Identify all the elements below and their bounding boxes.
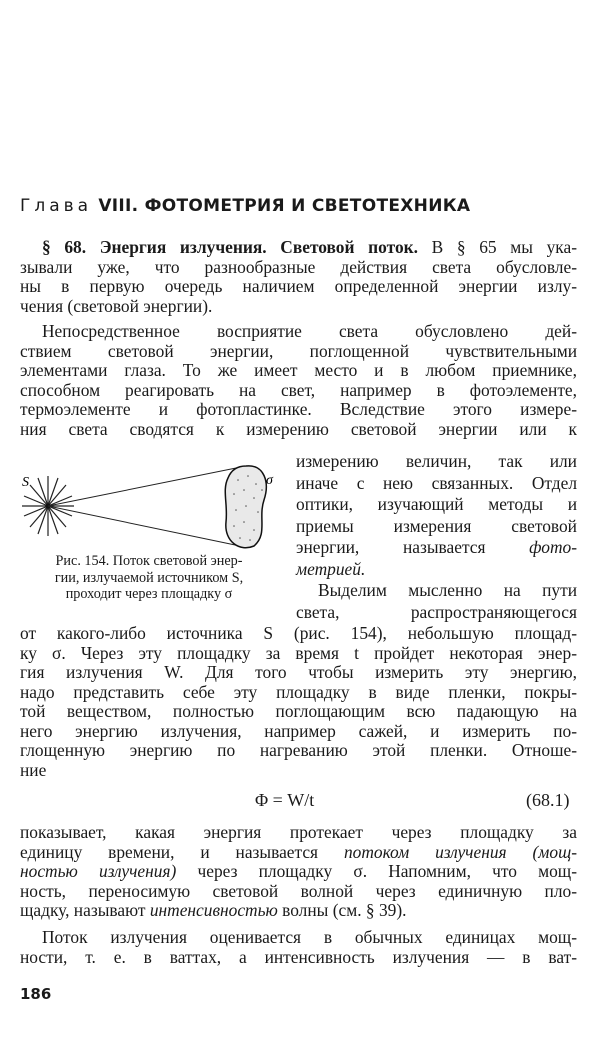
text-line: света, распространяющегося xyxy=(296,601,577,622)
formula-expression: Φ = W/t xyxy=(255,790,315,810)
text-line: Непосредственное восприятие света обусловлено дей- xyxy=(42,321,577,341)
text-line: от какого-либо источника S (рис. 154), небольшую площад- xyxy=(20,623,577,643)
text-line: оптики, изучающий методы и xyxy=(296,494,577,514)
paragraph-4 xyxy=(20,823,577,921)
text-line: Выделим мысленно на пути xyxy=(318,580,577,600)
right-column-p3 xyxy=(296,580,577,623)
text-line: ность, переносимую световой волной через единичную пло- xyxy=(20,880,577,901)
text-line: ны в первую очередь наличием определенной энергии излу- xyxy=(20,276,577,296)
source-label: S xyxy=(22,475,29,490)
text-line: ния света сводятся к измерению световой энергии или к xyxy=(20,418,577,439)
text-line: иначе с нею связанных. Отдел xyxy=(296,472,577,493)
text-line: чения (световой энергии). xyxy=(20,295,213,316)
text-line: приемы измерения световой xyxy=(296,515,577,536)
figure-154 xyxy=(18,460,280,550)
text-line: измерению величин, так или xyxy=(296,451,577,471)
cone-edge-bottom xyxy=(48,506,240,546)
caption-line: Рис. 154. Поток световой энер- xyxy=(55,553,243,569)
text-line: гия излучения W. Для того чтобы измерить эту энергию, xyxy=(20,662,577,682)
term-photometry: фото- xyxy=(529,537,577,557)
paragraph-1 xyxy=(20,238,577,316)
area-label: σ xyxy=(266,473,273,488)
text-line: ствием световой энергии, поглощенной чувствительными xyxy=(20,340,577,361)
term-radiation-flux: потоком излучения (мощ- xyxy=(343,841,577,862)
text-line: через площадку σ. Напомним, что мощ- xyxy=(176,861,577,881)
text-line: зывали уже, что разнообразные действия света обусловле- xyxy=(20,256,577,277)
chapter-label: Глава xyxy=(20,196,93,216)
text-line: В § 65 мы ука- xyxy=(418,237,577,257)
caption-line: гии, излучаемой источником S, xyxy=(54,569,244,586)
text-line: надо представить себе эту площадку в виде пленки, покры- xyxy=(20,681,577,702)
paragraph-5 xyxy=(20,928,577,967)
paragraph-2 xyxy=(20,322,577,439)
text-line: термоэлементе и фотопластинке. Вследствие этого измере- xyxy=(20,399,577,419)
text-line: энергии, называется xyxy=(296,537,486,557)
section-heading: § 68. Энергия излучения. Световой поток. xyxy=(42,237,419,257)
formula-number: (68.1) xyxy=(526,790,570,810)
text-line: него энергию излучения, например сажей, и измерить по- xyxy=(20,720,577,741)
text-line: той веществом, полностью поглощающим всю падающую на xyxy=(20,701,577,721)
chapter-name: ФОТОМЕТРИЯ И СВЕТОТЕХНИКА xyxy=(144,196,471,216)
text-line: ние xyxy=(20,759,47,780)
text-line: волны (см. § 39). xyxy=(277,900,407,920)
text-line: единицу времени, и называется xyxy=(20,841,319,862)
caption-line: проходит через площадку σ xyxy=(65,586,233,602)
text-line: щадку, называют xyxy=(20,900,146,920)
text-line: Поток излучения оценивается в обычных единицах мощ- xyxy=(42,927,577,947)
chapter-number: VIII. xyxy=(98,196,139,216)
text-line: ку σ. Через эту площадку за время t пройдет некоторая энер- xyxy=(20,642,577,663)
text-line: показывает, какая энергия протекает через площадку за xyxy=(20,822,577,842)
paragraph-3 xyxy=(20,624,577,780)
text-line: способном реагировать на свет, например в фотоэлементе, xyxy=(20,379,577,400)
chapter-title xyxy=(20,196,470,216)
text-line: глощенную энергию по нагреванию этой пленки. Отноше- xyxy=(20,740,577,760)
text-line: ности, т. е. в ваттах, а интенсивность излучения — в ват- xyxy=(20,946,577,967)
text-line: элементами глаза. То же имеет место и в любом приемнике, xyxy=(20,360,577,380)
page-number: 186 xyxy=(20,985,52,1003)
cone-edge-top xyxy=(48,466,246,506)
term-photometry-end: метрией. xyxy=(296,558,366,579)
right-column-text xyxy=(296,451,577,580)
term-radiation-power: ностью излучения) xyxy=(20,861,177,881)
figure-caption xyxy=(18,553,280,603)
area-patch xyxy=(225,466,266,548)
term-intensity: интенсивностью xyxy=(149,900,278,920)
